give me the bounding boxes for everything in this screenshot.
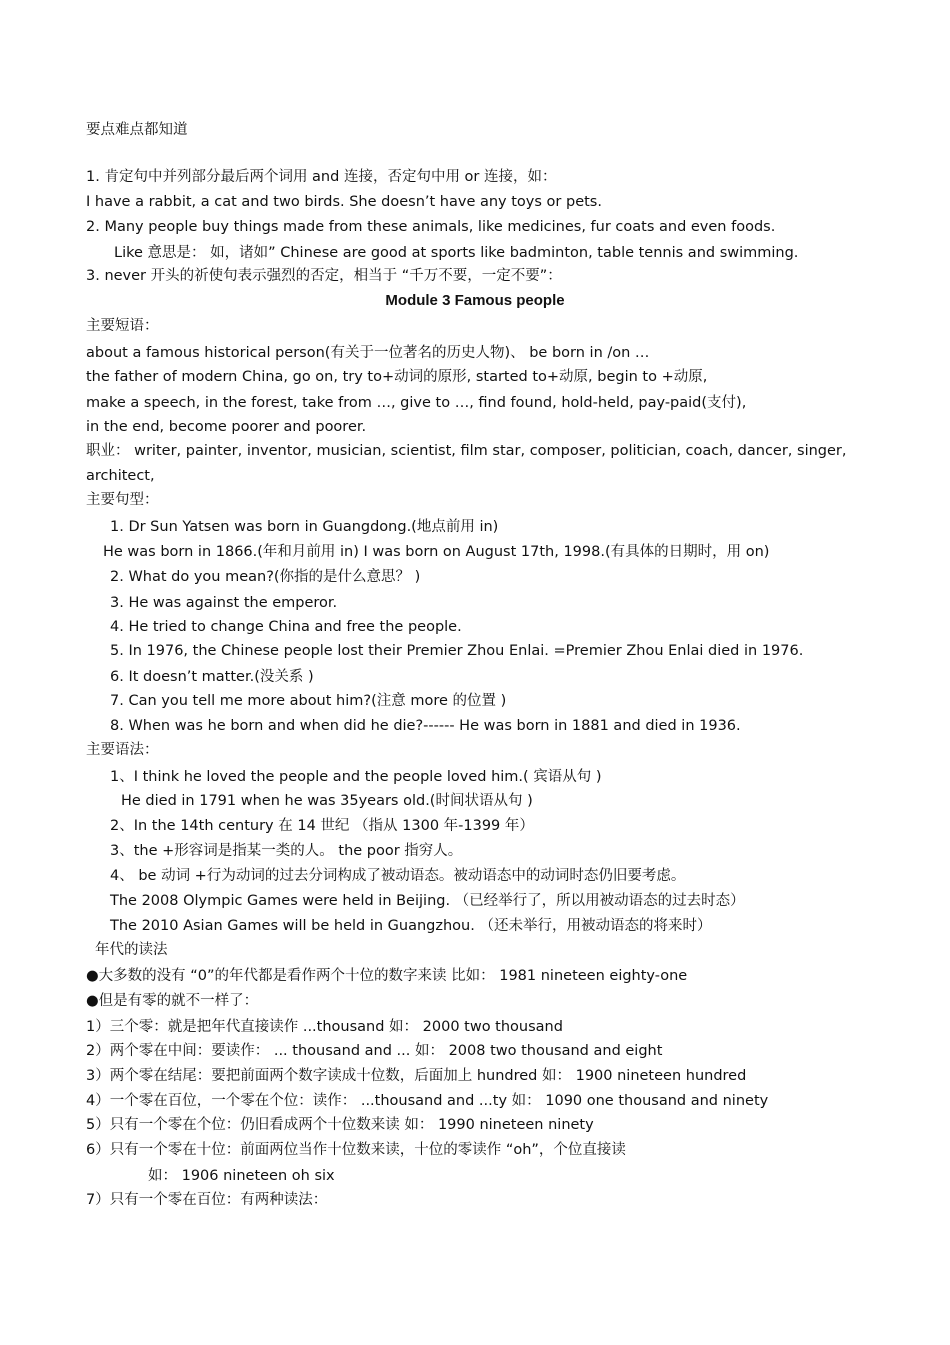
- sentence-item: 1. Dr Sun Yatsen was born in Guangdong.(地点前用 in): [110, 519, 499, 535]
- year-rule: 7）只有一个零在百位：有两种读法：: [86, 1192, 328, 1208]
- years-heading: 年代的读法: [95, 942, 168, 958]
- sentence-item: He was born in 1866.(年和月前用 in) I was born on August 17th, 1998.(有具体的日期时，用 on): [103, 544, 770, 560]
- year-rule: 2）两个零在中间：要读作： ... thousand and ... 如： 2008 two thousand and eight: [86, 1043, 663, 1059]
- grammar-heading: 主要语法：: [86, 742, 159, 758]
- grammar-item: 4、 be 动词 +行为动词的过去分词构成了被动语态。被动语态中的动词时态仍旧要考虑。: [110, 868, 686, 884]
- phrase-line: in the end, become poorer and poorer.: [86, 419, 367, 435]
- sentence-item: 3. He was against the emperor.: [110, 595, 338, 611]
- year-rule: ●但是有零的就不一样了：: [86, 993, 259, 1009]
- year-rule: 3）两个零在结尾：要把前面两个数字读成十位数，后面加上 hundred 如： 1900 nineteen hundred: [86, 1068, 747, 1084]
- sentence-item: 7. Can you tell me more about him?(注意 more 的位置 ): [110, 693, 507, 709]
- sentences-heading: 主要句型：: [86, 492, 159, 508]
- sentence-item: 5. In 1976, the Chinese people lost their Premier Zhou Enlai. =Premier Zhou Enlai died in 1976.: [110, 643, 804, 659]
- year-rule: 5）只有一个零在个位：仍旧看成两个十位数来读 如： 1990 nineteen ninety: [86, 1117, 594, 1133]
- point-1-example: I have a rabbit, a cat and two birds. She doesn’t have any toys or pets.: [86, 194, 602, 210]
- grammar-item: 3、the +形容词是指某一类的人。 the poor 指穷人。: [110, 843, 463, 859]
- phrase-line: the father of modern China, go on, try to+动词的原形, started to+动原, begin to +动原,: [86, 369, 708, 385]
- sentence-item: 4. He tried to change China and free the people.: [110, 619, 462, 635]
- year-rule: 1）三个零：就是把年代直接读作 ...thousand 如： 2000 two thousand: [86, 1019, 563, 1035]
- point-3: 3. never 开头的祈使句表示强烈的否定，相当于 “千万不要，一定不要”：: [86, 268, 562, 284]
- occupations-line-cont: architect,: [86, 468, 155, 484]
- phrase-line: make a speech, in the forest, take from …, give to …, find found, hold-held, pay-paid(支付),: [86, 395, 747, 411]
- year-rule: ●大多数的没有 “0”的年代都是看作两个十位的数字来读 比如： 1981 nineteen eighty-one: [86, 968, 688, 984]
- phrase-line: about a famous historical person(有关于一位著名的历史人物)、 be born in /on …: [86, 345, 650, 361]
- phrases-heading: 主要短语：: [86, 318, 159, 334]
- grammar-item: He died in 1791 when he was 35years old.(时间状语从句 ): [121, 793, 533, 809]
- occupations-line: 职业： writer, painter, inventor, musician, scientist, film star, composer, politician, coach, dancer, singer,: [86, 443, 847, 459]
- grammar-item: 2、In the 14th century 在 14 世纪 （指从 1300 年-1399 年）: [110, 818, 534, 834]
- section-heading-key-points: 要点难点都知道: [86, 122, 188, 138]
- grammar-item: The 2008 Olympic Games were held in Beijing. （已经举行了，所以用被动语态的过去时态）: [110, 893, 745, 909]
- point-2-like-example: Like 意思是： 如，诸如” Chinese are good at sports like badminton, table tennis and swimming.: [114, 245, 799, 261]
- point-1: 1. 肯定句中并列部分最后两个词用 and 连接，否定句中用 or 连接，如：: [86, 169, 557, 185]
- year-rule: 6）只有一个零在十位：前面两位当作十位数来读，十位的零读作 “oh”，个位直接读: [86, 1142, 626, 1158]
- year-rule-example: 如： 1906 nineteen oh six: [148, 1168, 335, 1184]
- point-2: 2. Many people buy things made from these animals, like medicines, fur coats and even foods.: [86, 219, 776, 235]
- module-title: Module 3 Famous people: [385, 292, 565, 309]
- grammar-item: The 2010 Asian Games will be held in Guangzhou. （还未举行，用被动语态的将来时）: [110, 918, 712, 934]
- sentence-item: 6. It doesn’t matter.(没关系 ): [110, 669, 314, 685]
- sentence-item: 2. What do you mean?(你指的是什么意思？ ): [110, 569, 421, 585]
- year-rule: 4）一个零在百位，一个零在个位：读作： ...thousand and ...ty 如： 1090 one thousand and ninety: [86, 1093, 769, 1109]
- grammar-item: 1、I think he loved the people and the people loved him.( 宾语从句 ): [110, 769, 602, 785]
- sentence-item: 8. When was he born and when did he die?------ He was born in 1881 and died in 1936.: [110, 718, 741, 734]
